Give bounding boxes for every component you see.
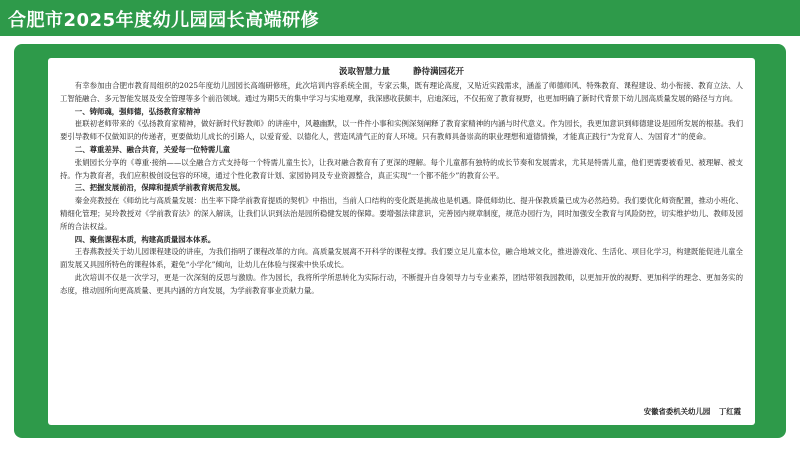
section-heading-1: 一、铸师魂，强师德，弘扬教育家精神	[74, 106, 201, 116]
paragraph-section-4: 王春燕教授关于幼儿园课程建设的讲座，为我们指明了课程改革的方向。高质量发展离不开科学的课程支撑。我们要立足儿童本位，融合地域文化，推进游戏化、生活化、项目化学习，构建既能促进儿童全面发展又具园所特色的课程体系，避免“小学化”倾向，让幼儿在体验与探索中快乐成长。	[60, 247, 743, 270]
paragraph-section-1: 崔联初老师带来的《弘扬教育家精神，做好新时代好教师》的讲座中，风趣幽默，以一件件小事和实例深刻阐释了教育家精神的内涵与时代意义。作为园长，我更加意识到师德建设是园所发展的根基。我们要引导教师不仅做知识的传递者，更要做幼儿成长的引路人，以爱育爱、以德化人，营造风清气正的育人环境。只有教师具备崇高的职业理想和道德情操，才能真正践行“为党育人、为国育才”的使命。	[60, 119, 743, 142]
signature-org: 安徽省委机关幼儿园	[643, 407, 711, 416]
page-title: 合肥市2025年度幼儿园园长高端研修	[8, 10, 320, 31]
document-title	[60, 65, 743, 79]
section-heading-2: 二、尊重差异、融合共育，关爱每一位特需儿童	[74, 144, 231, 154]
section-heading-4: 四、聚焦课程本质，构建高质量园本体系。	[74, 234, 216, 244]
document-title-right: 静待满园花开	[412, 67, 464, 77]
document-title-left: 汲取智慧力量	[339, 67, 391, 77]
paragraph-section-2: 张娟园长分享的《尊重·接纳——以全融合方式支持每一个特需儿童生长》，让我对融合教育有了更深的理解。每个儿童都有独特的成长节奏和发展需求，尤其是特需儿童，他们更需要被看见、被理解、被支持。作为教育者，我们应积极创设包容的环境，通过个性化教育计划、家园协同及专业资源整合，真正实现“一个都不能少”的教育公平。	[60, 157, 743, 180]
signature-name: 丁红霞	[718, 407, 741, 416]
section-heading-3: 三、把握发展前沿，保障和提质学前教育规范发展。	[74, 183, 245, 193]
paragraph-section-3: 秦金亮教授在《师幼比与高质量发展：出生率下降学前教育提质的契机》中指出，当前人口结构的变化既是挑战也是机遇。降低师幼比、提升保教质量已成为必然趋势。我们要优化师资配置，推动小班化、精细化管理；吴玲教授对《学前教育法》的深入解读，让我们认识到法治是园所稳健发展的保障。要增强法律意识，完善园内规章制度，规范办园行为，同时加强安全教育与风险防控，切实维护幼儿、教师及园所的合法权益。	[60, 196, 743, 231]
header-bar	[0, 0, 800, 36]
paragraph-conclusion: 此次培训不仅是一次学习，更是一次深刻的反思与激励。作为园长，我将所学所思转化为实际行动，不断提升自身领导力与专业素养，团结带领我园教师，以更加开放的视野、更加科学的理念、更加务实的态度，推动园所向更高质量、更具内涵的方向发展，为学前教育事业贡献力量。	[60, 272, 743, 295]
document-paper	[48, 58, 755, 425]
paragraph-intro: 有幸参加由合肥市教育局组织的2025年度幼儿园园长高端研修班，此次培训内容系统全面，专家云集，既有理论高度，又贴近实践需求，涵盖了师德师风、特殊教育、课程建设、幼小衔接、教育立法、人工智能融合、多元智能发展及安全管理等多个前沿领域。通过为期5天的集中学习与实地观摩，我深感收获颇丰，启迪深远，不仅拓宽了教育视野，也更加明确了新时代背景下幼儿园高质量发展的路径与方向。	[60, 81, 743, 103]
signature	[644, 406, 741, 417]
